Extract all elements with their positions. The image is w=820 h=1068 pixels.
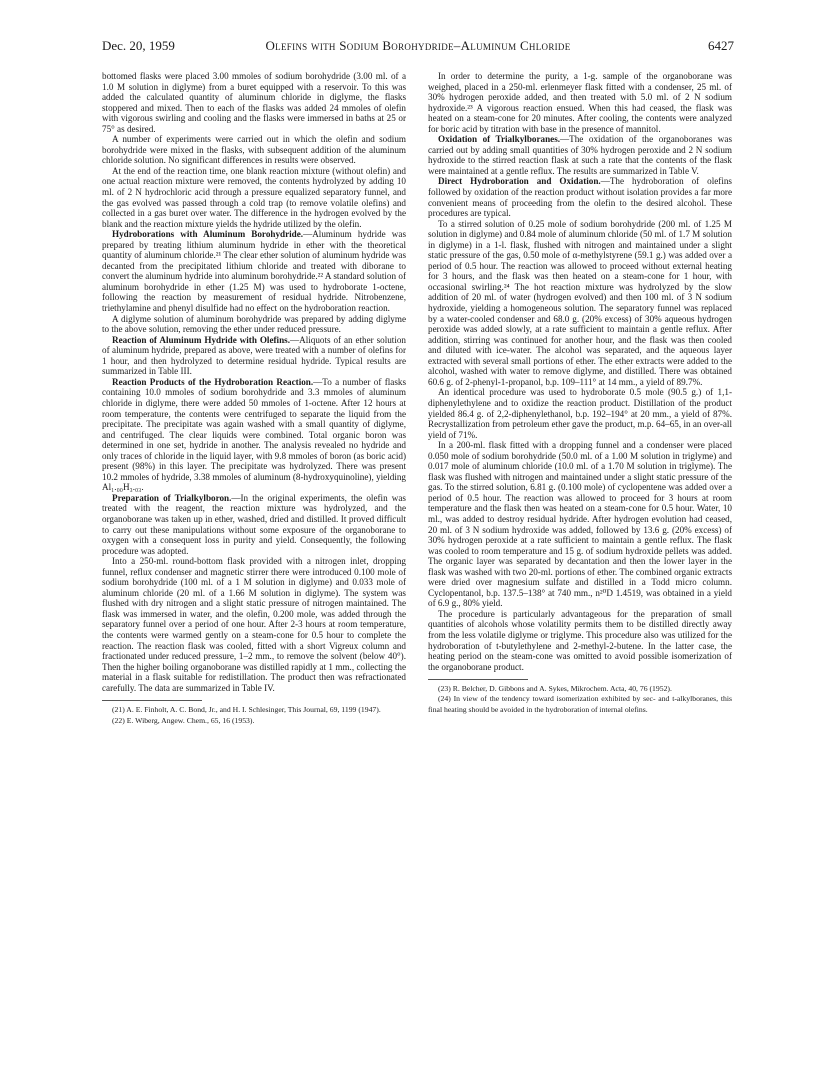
section-heading: Hydroborations with Aluminum Borohydride. <box>112 229 304 240</box>
paragraph: In order to determine the purity, a 1-g. sample of the organoborane was weighed, placed in a 250-ml. erlenmeyer flask fitted with a condenser, 25 ml. of 30% hydrogen peroxide added, and then treated with 5.0 ml. of 2 N sodium hydroxide.²³ A vigorous reaction ensued. When this had ceased, the flask was heated on a steam-cone for 20 minutes. After cooling, the contents were analyzed for boric acid by titration with base in the presence of mannitol. <box>428 71 732 134</box>
paragraph: In a 200-ml. flask fitted with a dropping funnel and a condenser were placed 0.050 mole of sodium borohydride (50.0 ml. of a 1.00 M solution in triglyme) and 0.017 mole of aluminum chloride (10.0 ml. of a 1.70 M solution in triglyme). The flask was flushed with nitrogen and maintained under a slight static pressure of the gas. To the stirred solution, 6.81 g. (0.100 mole) of cyclopentene was added over a period of 0.5 hour. The reaction was allowed to proceed for 3 hours at room temperature and the flask then was heated on a steam-cone for 0.5 hour. Water, 10 ml., was added to destroy residual hydride. After hydrogen evolution had ceased, 20 ml. of 3 N sodium hydroxide was added, followed by 13.6 g. (20% excess) of 30% hydrogen peroxide at a rate sufficient to maintain a gentle reflux. The flask was cooled to room temperature and 15 g. of sodium hydroxide pellets was added. The organic layer was separated by decantation and then the lower layer in the flask was washed with two 20-ml. portions of ether. The combined organic extracts were dried over magnesium sulfate and distilled in a Todd micro column. Cyclopentanol, b.p. 137.5–138° at 740 mm., n²⁰D 1.4519, was obtained in a yield of 6.9 g., 80% yield. <box>428 440 732 609</box>
paragraph: Reaction Products of the Hydroboration Reaction.—To a number of flasks containing 10.0 mmoles of sodium borohydride and 3.3 mmoles of aluminum chloride in diglyme, there were added 50 mmoles of 1-octene. After 12 hours at room temperature, the contents were centrifuged to separate the liquid from the precipitate. The precipitate was again washed with a small quantity of diglyme, and centrifuged. The clear liquids were combined. Total organic boron was determined in one set, hydride in another. The analysis revealed no hydride and only traces of chloride in the liquid layer, with 9.8 mmoles of boron (as boric acid) present (98%) in this layer. The precipitate was hydrolyzed. There was present 10.2 mmoles of hydride, 3.38 mmoles of aluminum (8-hydroxyquinoline), yielding Al₁.₀₀H₃.₀₃. <box>102 376 406 493</box>
page-number: 6427 <box>708 38 734 53</box>
header-title: Olefins with Sodium Borohydride–Aluminum Chloride <box>265 38 571 53</box>
running-header <box>102 38 734 58</box>
left-column <box>102 71 406 726</box>
section-heading: Reaction Products of the Hydroboration Reaction. <box>112 376 314 387</box>
footnote: (22) E. Wiberg, Angew. Chem., 65, 16 (1953). <box>112 715 255 725</box>
paragraph: To a stirred solution of 0.25 mole of sodium borohydride (200 ml. of 1.25 M solution in diglyme) and 0.84 mole of aluminum chloride (50 ml. of 1.7 M solution in diglyme) in a 1-l. flask, flushed with nitrogen and maintained under a slight static pressure of the gas, 0.50 mole of α-methylstyrene (59.1 g.) was added over a period of 0.5 hour. The reaction was allowed to proceed without external heating for 3 hours, and the flask was then heated on a steam-cone for 1 hour, with occasional swirling.²⁴ The hot reaction mixture was hydrolyzed by the slow addition of 20 ml. of water (hydrogen evolved) and then 100 ml. of 3 N sodium hydroxide, yielding a homogeneous solution. The separatory funnel was replaced by a water-cooled condenser and 68.0 g. (20% excess) of 30% aqueous hydrogen peroxide was added slowly, at a rate sufficient to maintain a gentle reflux. After addition, stirring was continued for another hour, and the flask was then cooled and diluted with ice-water. The alcohol was separated, and the aqueous layer extracted with several small portions of ether. The ether extracts were added to the alcohol, washed with water to remove diglyme, and distilled. There was obtained 60.6 g. of 2-phenyl-1-propanol, b.p. 109–111° at 14 mm., a yield of 89.7%. <box>428 218 732 387</box>
footnote: (21) A. E. Finholt, A. C. Bond, Jr., and H. I. Schlesinger, This Journal, 69, 1199 (1947). <box>112 705 381 715</box>
paragraph: Hydroborations with Aluminum Borohydride.—Aluminum hydride was prepared by treating lithium aluminum hydride in ether with the theoretical quantity of aluminum chloride.²¹ The clear ether solution of aluminum hydride was decanted from the precipitated lithium chloride and treated with diborane to convert the aluminum hydride into aluminum borohydride.²² A standard solution of aluminum borohydride in ether (1.25 M) was used to hydroborate 1-octene, following the reaction by measurement of residual hydride. Nitrobenzene, triethylamine and phenyl disulfide had no effect on the hydroboration reaction. <box>102 229 407 314</box>
footnote-divider <box>428 679 528 680</box>
footnote: (24) In view of the tendency toward isomerization exhibited by sec- and t-alkylboranes, this final heating should be avoided in the hydroboration of internal olefins. <box>428 694 732 714</box>
paragraph: A diglyme solution of aluminum borohydride was prepared by adding diglyme to the above solution, removing the ether under reduced pressure. <box>102 313 406 335</box>
paragraph: The procedure is particularly advantageous for the preparation of small quantities of alcohols whose volatility permits them to be distilled directly away from the less volatile diglyme or triglyme. This procedure also was utilized for the hydroboration of t-butylethylene and 2-methyl-2-butene. In the latter case, the heating period on the steam-cone was omitted to avoid possible isomerization of the organoborane product. <box>428 608 732 672</box>
right-column <box>428 71 732 715</box>
section-heading: Direct Hydroboration and Oxidation. <box>438 176 601 187</box>
paragraph: Into a 250-ml. round-bottom flask provided with a nitrogen inlet, dropping funnel, reflux condenser and magnetic stirrer there were introduced 0.100 mole of sodium borohydride (100 ml. of a 1 M solution in diglyme) and 0.033 mole of aluminum chloride (20 ml. of a 1.66 M solution in diglyme). The system was flushed with dry nitrogen and a slight static pressure of nitrogen maintained. The flask was immersed in water, and the olefin, 0.200 mole, was added through the separatory funnel over a period of one hour. After 2-3 hours at room temperature, the contents were warmed gently on a steam-cone for 0.5 hour to complete the reaction. The reaction flask was cooled, fitted with a short Vigreux column and fractionated under reduced pressure, 1–2 mm., to remove the solvent (below 40°). Then the higher boiling organoborane was distilled rapidly at 1 mm., collecting the material in a flask suitable for redistillation. The product then was refractionated carefully. The data are summarized in Table IV. <box>102 556 406 693</box>
paragraph: Direct Hydroboration and Oxidation.—The hydroboration of olefins followed by oxidation of the reaction product without isolation provides a far more convenient means of proceeding from the olefin to the desired alcohol. These procedures are typical. <box>428 176 732 219</box>
paragraph: Oxidation of Trialkylboranes.—The oxidation of the organoboranes was carried out by adding small quantities of 30% hydrogen peroxide and 2 N sodium hydroxide to the stirred reaction flask at such a rate that the contents of the flask were maintained at a gentle reflux. The results are summarized in Table V. <box>428 134 732 176</box>
footnote-divider <box>102 700 202 701</box>
header-date: Dec. 20, 1959 <box>102 38 175 53</box>
paragraph: Preparation of Trialkylboron.—In the original experiments, the olefin was treated with the reagent, the reaction mixture was hydrolyzed, and the organoborane was taken up in ether, washed, dried and distilled. It proved difficult to carry out these manipulations without some exposure of the organoborane to oxygen with a consequent loss in purity and yield. Consequently, the following procedure was adopted. <box>102 492 406 556</box>
footnote: (23) R. Belcher, D. Gibbons and A. Sykes, Mikrochem. Acta, 40, 76 (1952). <box>438 684 672 694</box>
section-heading: Reaction of Aluminum Hydride with Olefins. <box>112 334 290 345</box>
paragraph: bottomed flasks were placed 3.00 mmoles of sodium borohydride (3.00 ml. of a 1.0 M solution in diglyme) from a buret equipped with a reservoir. To this was added the calculated quantity of aluminum chloride in diglyme, the flasks stoppered and mixed. Then to each of the flasks was added 24 mmoles of olefin with vigorous swirling and cooling and the flasks were immersed in baths at 25 or 75° as desired. <box>102 71 406 134</box>
paragraph: Reaction of Aluminum Hydride with Olefins.—Aliquots of an ether solution of aluminum hydride, prepared as above, were treated with a number of olefins for 1 hour, and then hydrolyzed to determine residual hydride. Typical results are summarized in Table III. <box>102 334 406 377</box>
section-heading: Preparation of Trialkylboron. <box>112 492 232 503</box>
paragraph: An identical procedure was used to hydroborate 0.5 mole (90.5 g.) of 1,1-diphenylethylene and to oxidize the reaction product. Distillation of the product yielded 86.4 g. of 2,2-diphenylethanol, b.p. 192–194° at 20 mm., a yield of 87%. Recrystallization from petroleum ether gave the product, m.p. 64–65, in an over-all yield of 71%. <box>428 387 732 440</box>
paragraph: At the end of the reaction time, one blank reaction mixture (without olefin) and one actual reaction mixture were removed, the contents hydrolyzed by adding 10 ml. of 2 N hydrochloric acid through a pressure equalized separatory funnel, and the gas evolved was passed through a cold trap (to remove volatile olefins) and collected in a gas buret over water. The difference in the hydrogen evolved by the blank and the reaction mixture yields the hydride utilized by the olefin. <box>102 165 406 229</box>
section-heading: Oxidation of Trialkylboranes. <box>438 134 561 145</box>
paragraph: A number of experiments were carried out in which the olefin and sodium borohydride were mixed in the flasks, with subsequent addition of the aluminum chloride solution. No significant differences in results were observed. <box>102 134 406 166</box>
